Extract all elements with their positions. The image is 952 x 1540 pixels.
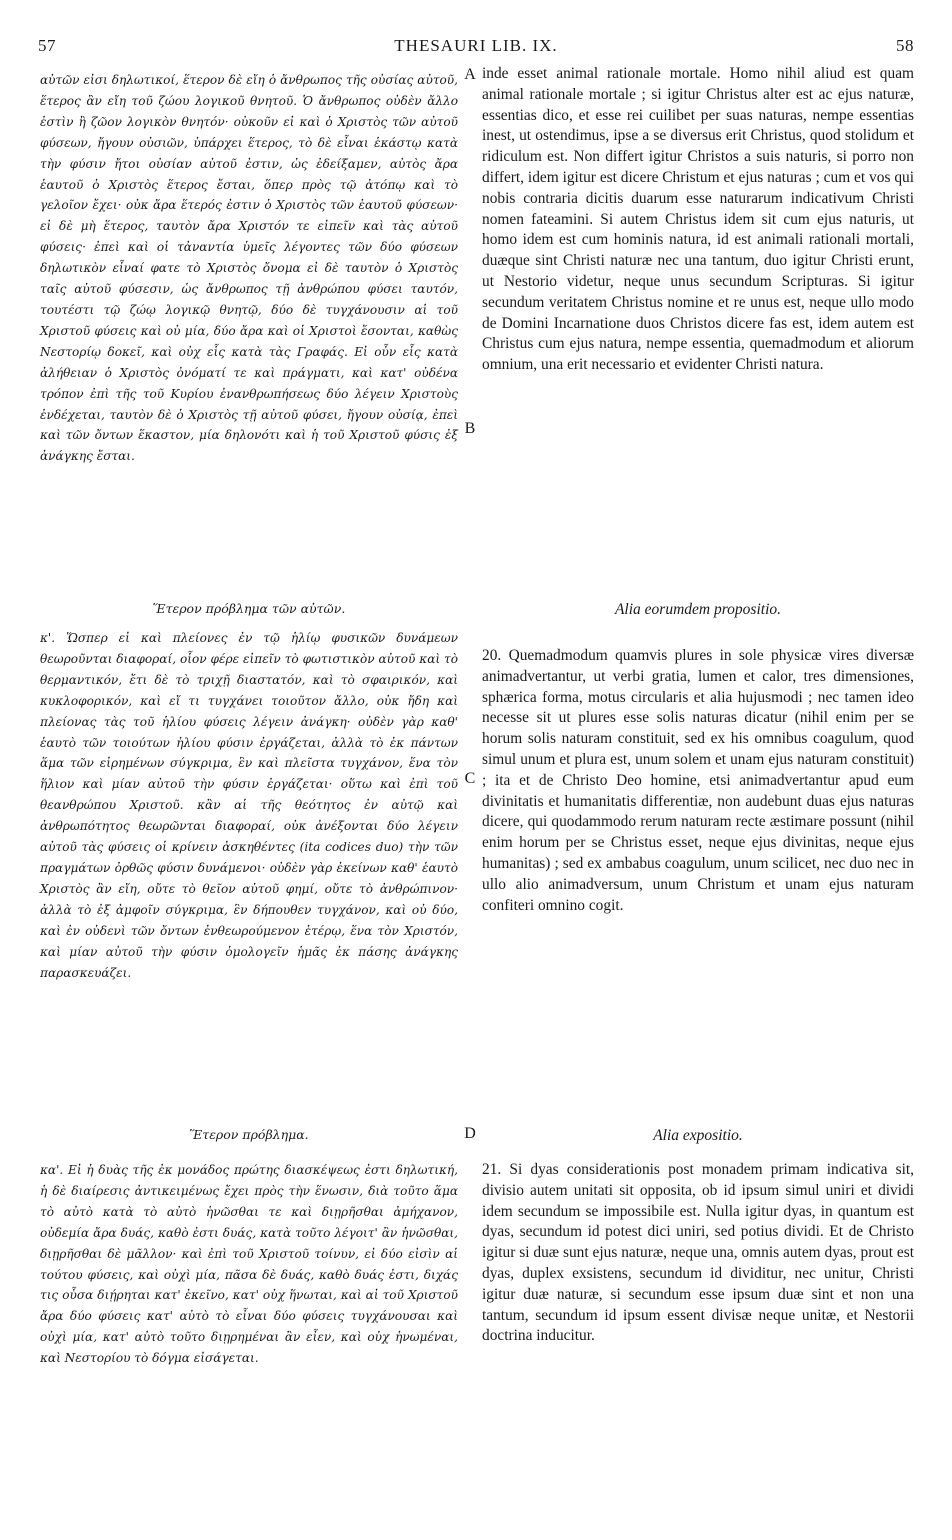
greek-paragraph: κ'. Ὥσπερ εἰ καὶ πλείονες ἐν τῷ ἡλίῳ φυσικῶν δυνάμεων θεωροῦνται διαφοραί, οἷον φέρε εἰπεῖν τὸ φωτιστικὸν αὐτοῦ καὶ τὸ θερμαντικόν, ἔτι δὲ τὸ τριχῇ διαστατόν, καὶ τὸ σφαιρικόν, καὶ κυκλοφορικόν, καὶ εἴ τι τυγχάνει τοιοῦτον ἄλλο, οὐκ ἤδη καὶ πλείονας τὰς τοῦ ἡλίου φύσεις λέγειν ἀνάγκη· οὐδὲν γὰρ καθ' ἑαυτὸ τῶν τοιούτων ἡλίου φύσιν ἐργάζεται, ἀλλὰ τὸ ἐκ πάντων ἅμα τῶν εἰρημένων σύγκριμα, ἓν καὶ πλεῖστα τυγχάνον, ἕνα τὸν ἥλιον καὶ μίαν αὐτοῦ τὴν φύσιν ἐργάζεται· οὕτω καὶ ἐπὶ τοῦ θεανθρώπου Χριστοῦ. κἂν αἱ τῆς θεότητος ἐν αὐτῷ καὶ ἀνθρωπότητος θεωρῶνται διαφοραί, οὐκ ἀνέξονται δύο λέγειν αὐτοῦ τὰς φύσεις οἱ κρίνειν ἀσκηθέντες (ita codices duo) τὴν τῶν πραγμάτων ὀρθῶς φύσιν δυνάμενοι· οὐδὲν γὰρ ἐκείνων καθ' ἑαυτὸ Χριστὸς ἂν εἴη, οὔτε τὸ θεῖον αὐτοῦ φημί, οὔτε τὸ ἀνθρώπινον· ἀλλὰ τὸ ἐξ ἀμφοῖν σύγκριμα, ἓν δήπουθεν τυγχάνον, καὶ οὐ δύο, καὶ ἐν οὐδενὶ τῶν ὄντων ἐνθεωρούμενον ἑτέρῳ, ἕνα τὸν Χριστόν, καὶ μίαν αὐτοῦ τὴν φύσιν ὁμολογεῖν ἡμᾶς ἐκ πάσης ἀνάγκης παρασκευάζει. (40, 631, 458, 980)
latin-column-section-3 (482, 1160, 914, 1347)
latin-section-heading: Alia expositio. (653, 1127, 743, 1144)
margin-letter-b: B (464, 420, 476, 437)
greek-paragraph: κα'. Εἰ ἡ δυὰς τῆς ἐκ μονάδος πρώτης διασκέψεως ἐστι δηλωτική, ἡ δὲ διαίρεσις ἀντικειμένως ἔχει πρὸς τὴν ἕνωσιν, διὰ τοῦτο ἅμα τὸ αὐτὸ κατὰ τὸ αὐτὸ ἡνῶσθαι τε καὶ διῃρῆσθαι ἀμήχανον, οὐδεμία ἄρα δυάς, καθὸ ἐστι δυάς, κατὰ τοῦτο λέγοιτ' ἂν ἡνῶσθαι, διῃρῆσθαι δὲ μᾶλλον· καὶ ἐπὶ τοῦ Χριστοῦ τοίνυν, εἰ δύο εἰσὶν αἱ τούτου φύσεις, καὶ οὐχὶ μία, πᾶσα δὲ δυάς, καθὸ δυάς ἐστι, διχάς τις οὖσα διῄρηται κατ' ἐκεῖνο, κατ' οὐχ ἥνωται, καὶ αἱ τοῦ Χριστοῦ ἄρα δύο φύσεις κατ' αὐτὸ τὸ εἶναι δύο φύσεις τυγχάνουσαι καὶ οὐχὶ μία, κατ' αὐτὸ τοῦτο διῃρημέναι ἂν εἶεν, καὶ οὐχ ἡνωμέναι, καὶ Νεστορίου τὸ δόγμα εἰσάγεται. (40, 1163, 458, 1366)
margin-letter-c: C (464, 770, 476, 787)
latin-paragraph: inde esset animal rationale mortale. Homo nihil aliud est quam animal rationale mortale ; si igitur Christus alter est ac ejus naturæ, essentias dico, et esse rei cuilibet per suas naturas, nempe essentias inest, ut ostendimus, ipse a se diversus erit Christus, quod stolidum et ridiculum est. Non differt igitur Christos a suis naturis, si porro non differt, idem igitur est dicere Christum et ejus naturas ; cum et vos qui nobis contraria dicitis duarum esse naturarum indicativum Christi nomen fateamini. Si autem Christus idem sit cum ejus naturis, ut homo idem est cum hominis natura, id est animali rationali mortali, duæque sint Christi naturæ nec una tantum, duo igitur Christi erunt, ut Nestorio videtur, neque unus secundum Scripturas. Si igitur secundum veritatem Christus nomine et re unus est, neque ullo modo de Domini Incarnatione duos Christos dicere fas est, idem autem est Christus cum ejus natura, nempe essentia, quemadmodum et aliorum omnium, una erit necessario et evidenter Christi natura. (482, 65, 914, 374)
latin-paragraph: 20. Quemadmodum quamvis plures in sole physicæ vires diversæ animadvertantur, ut verbi gratia, lumen et calor, tres dimensiones, sphærica forma, motus circularis et alia hujusmodi ; nec tamen ideo necesse sit ut plures esse solis naturas dicatur (nihil enim per se horum solis naturam constituit, sed ex his omnibus coagulum, quod simul unum et plura est, unum solem et unam ejus naturam constituit) ; ita et de Christo Deo homine, etsi animadvertantur apud eum divinitatis et humanitatis differentiæ, non audebunt duas ejus naturas dicere, qui quodammodo rerum naturam recte æstimare possunt (nihil enim horum per se Christus esset, neque ejus divinitas, neque ejus humanitas) ; sed ex ambabus coagulum, unum scilicet, nec duo nec in ullo alio animadversum, unum Christum et unam ejus naturam confiteri omnino cogit. (482, 647, 914, 914)
greek-column-section-1 (40, 70, 458, 467)
running-title: THESAURI LIB. IX. (394, 36, 558, 55)
greek-section-heading: Ἕτερον πρόβλημα τῶν αὐτῶν. (152, 601, 346, 616)
latin-paragraph: 21. Si dyas considerationis post monadem primam indicativa sit, divisio autem unitati sit opposita, ob id ipsum simul uniri et dividi idem secundum se impossibile est. Nulla igitur dyas, in quantum est dyas, secundum id potest dici uniri, sed potius dividi. Et de Christo igitur si duæ sunt ejus naturæ, neque una, omnis autem dyas, prout est dyas, duplex exsistens, secundum id dividitur, nec unitur, Christi igitur duæ naturæ, si secundum esse ipsum duæ sint et non una tantum, secundum id ipsum essent divisæ neque unitæ, et Nestorii doctrina inducitur. (482, 1161, 914, 1345)
greek-paragraph: αὐτῶν εἰσι δηλωτικοί, ἕτερον δὲ εἴη ὁ ἄνθρωπος τῆς οὐσίας αὐτοῦ, ἕτερος ἂν εἴη τοῦ ζώου λογικοῦ θνητοῦ. Ὁ ἄνθρωπος οὐδὲν ἄλλο ἐστὶν ἢ ζῶον λογικὸν θνητόν· οὐκοῦν εἰ καὶ ὁ Χριστὸς τῶν αὐτοῦ φύσεων, ἤγουν οὐσιῶν, ὑπάρχει ἕτερος, τὸ δὲ εἶναι ἑκάστῳ κατὰ τὴν φύσιν ἤτοι οὐσίαν αὐτοῦ ἐστιν, ὡς ἐδείξαμεν, αὐτὸς ἄρα ἑαυτοῦ ὁ Χριστὸς ἕτερος ἔσται, ὅπερ πρὸς τῷ ἀτόπῳ καὶ τὸ γελοῖον ἔχει· οὐκ ἄρα ἕτερός ἐστιν ὁ Χριστὸς τῶν ἑαυτοῦ φύσεων· εἰ δὲ μὴ ἕτερος, ταυτὸν ἄρα Χριστόν τε εἰπεῖν καὶ τὰς αὐτοῦ φύσεις· ἐπεὶ καὶ οἱ τἀναντία ὑμεῖς λέγοντες τῶν δύο φύσεων δηλωτικὸν εἶναί φατε τὸ Χριστὸς ὄνομα εἰ δὲ ταυτὸν ὁ Χριστὸς ταῖς αὐτοῦ φύσεσιν, ὡς ἄνθρωπος τῇ ἀνθρώπου φύσει ταυτόν, τουτέστι τῷ ζώῳ λογικῷ θνητῷ, δύο δὲ τυγχάνουσιν αἱ τοῦ Χριστοῦ φύσεις καὶ οὐ μία, δύο ἄρα καὶ οἱ Χριστοὶ ἔσονται, καθὼς Νεστορίῳ δοκεῖ, καὶ οὐχ εἷς κατὰ τὰς Γραφάς. Εἰ οὖν εἷς κατὰ ἀλήθειαν ὁ Χριστὸς ὀνόματί τε καὶ πράγματι, καὶ κατ' οὐδένα τρόπον ἐπὶ τῆς τοῦ Κυρίου ἐνανθρωπήσεως δύο λέγειν Χριστοὺς ἐνδέχεται, ταυτὸν δὲ ὁ Χριστὸς τῇ αὐτοῦ φύσει, ἤγουν οὐσίᾳ, ἐπεὶ καὶ τῶν ὄντων ἕκαστον, μία δηλονότι καὶ ἡ τοῦ Χριστοῦ φύσις ἐξ ἀνάγκης ἔσται. (40, 73, 458, 464)
latin-section-heading: Alia eorumdem propositio. (614, 601, 782, 618)
greek-column-section-3 (40, 1160, 458, 1369)
latin-column-section-2 (482, 646, 914, 916)
page-number-right: 58 (896, 36, 914, 55)
margin-letter-d: D (464, 1125, 476, 1142)
page-number-left: 57 (38, 36, 56, 55)
running-header (38, 36, 914, 58)
greek-column-section-2 (40, 628, 458, 983)
greek-section-heading: Ἕτερον πρόβλημα. (189, 1127, 309, 1142)
latin-column-section-1 (482, 64, 914, 376)
margin-letter-a: A (464, 66, 476, 83)
